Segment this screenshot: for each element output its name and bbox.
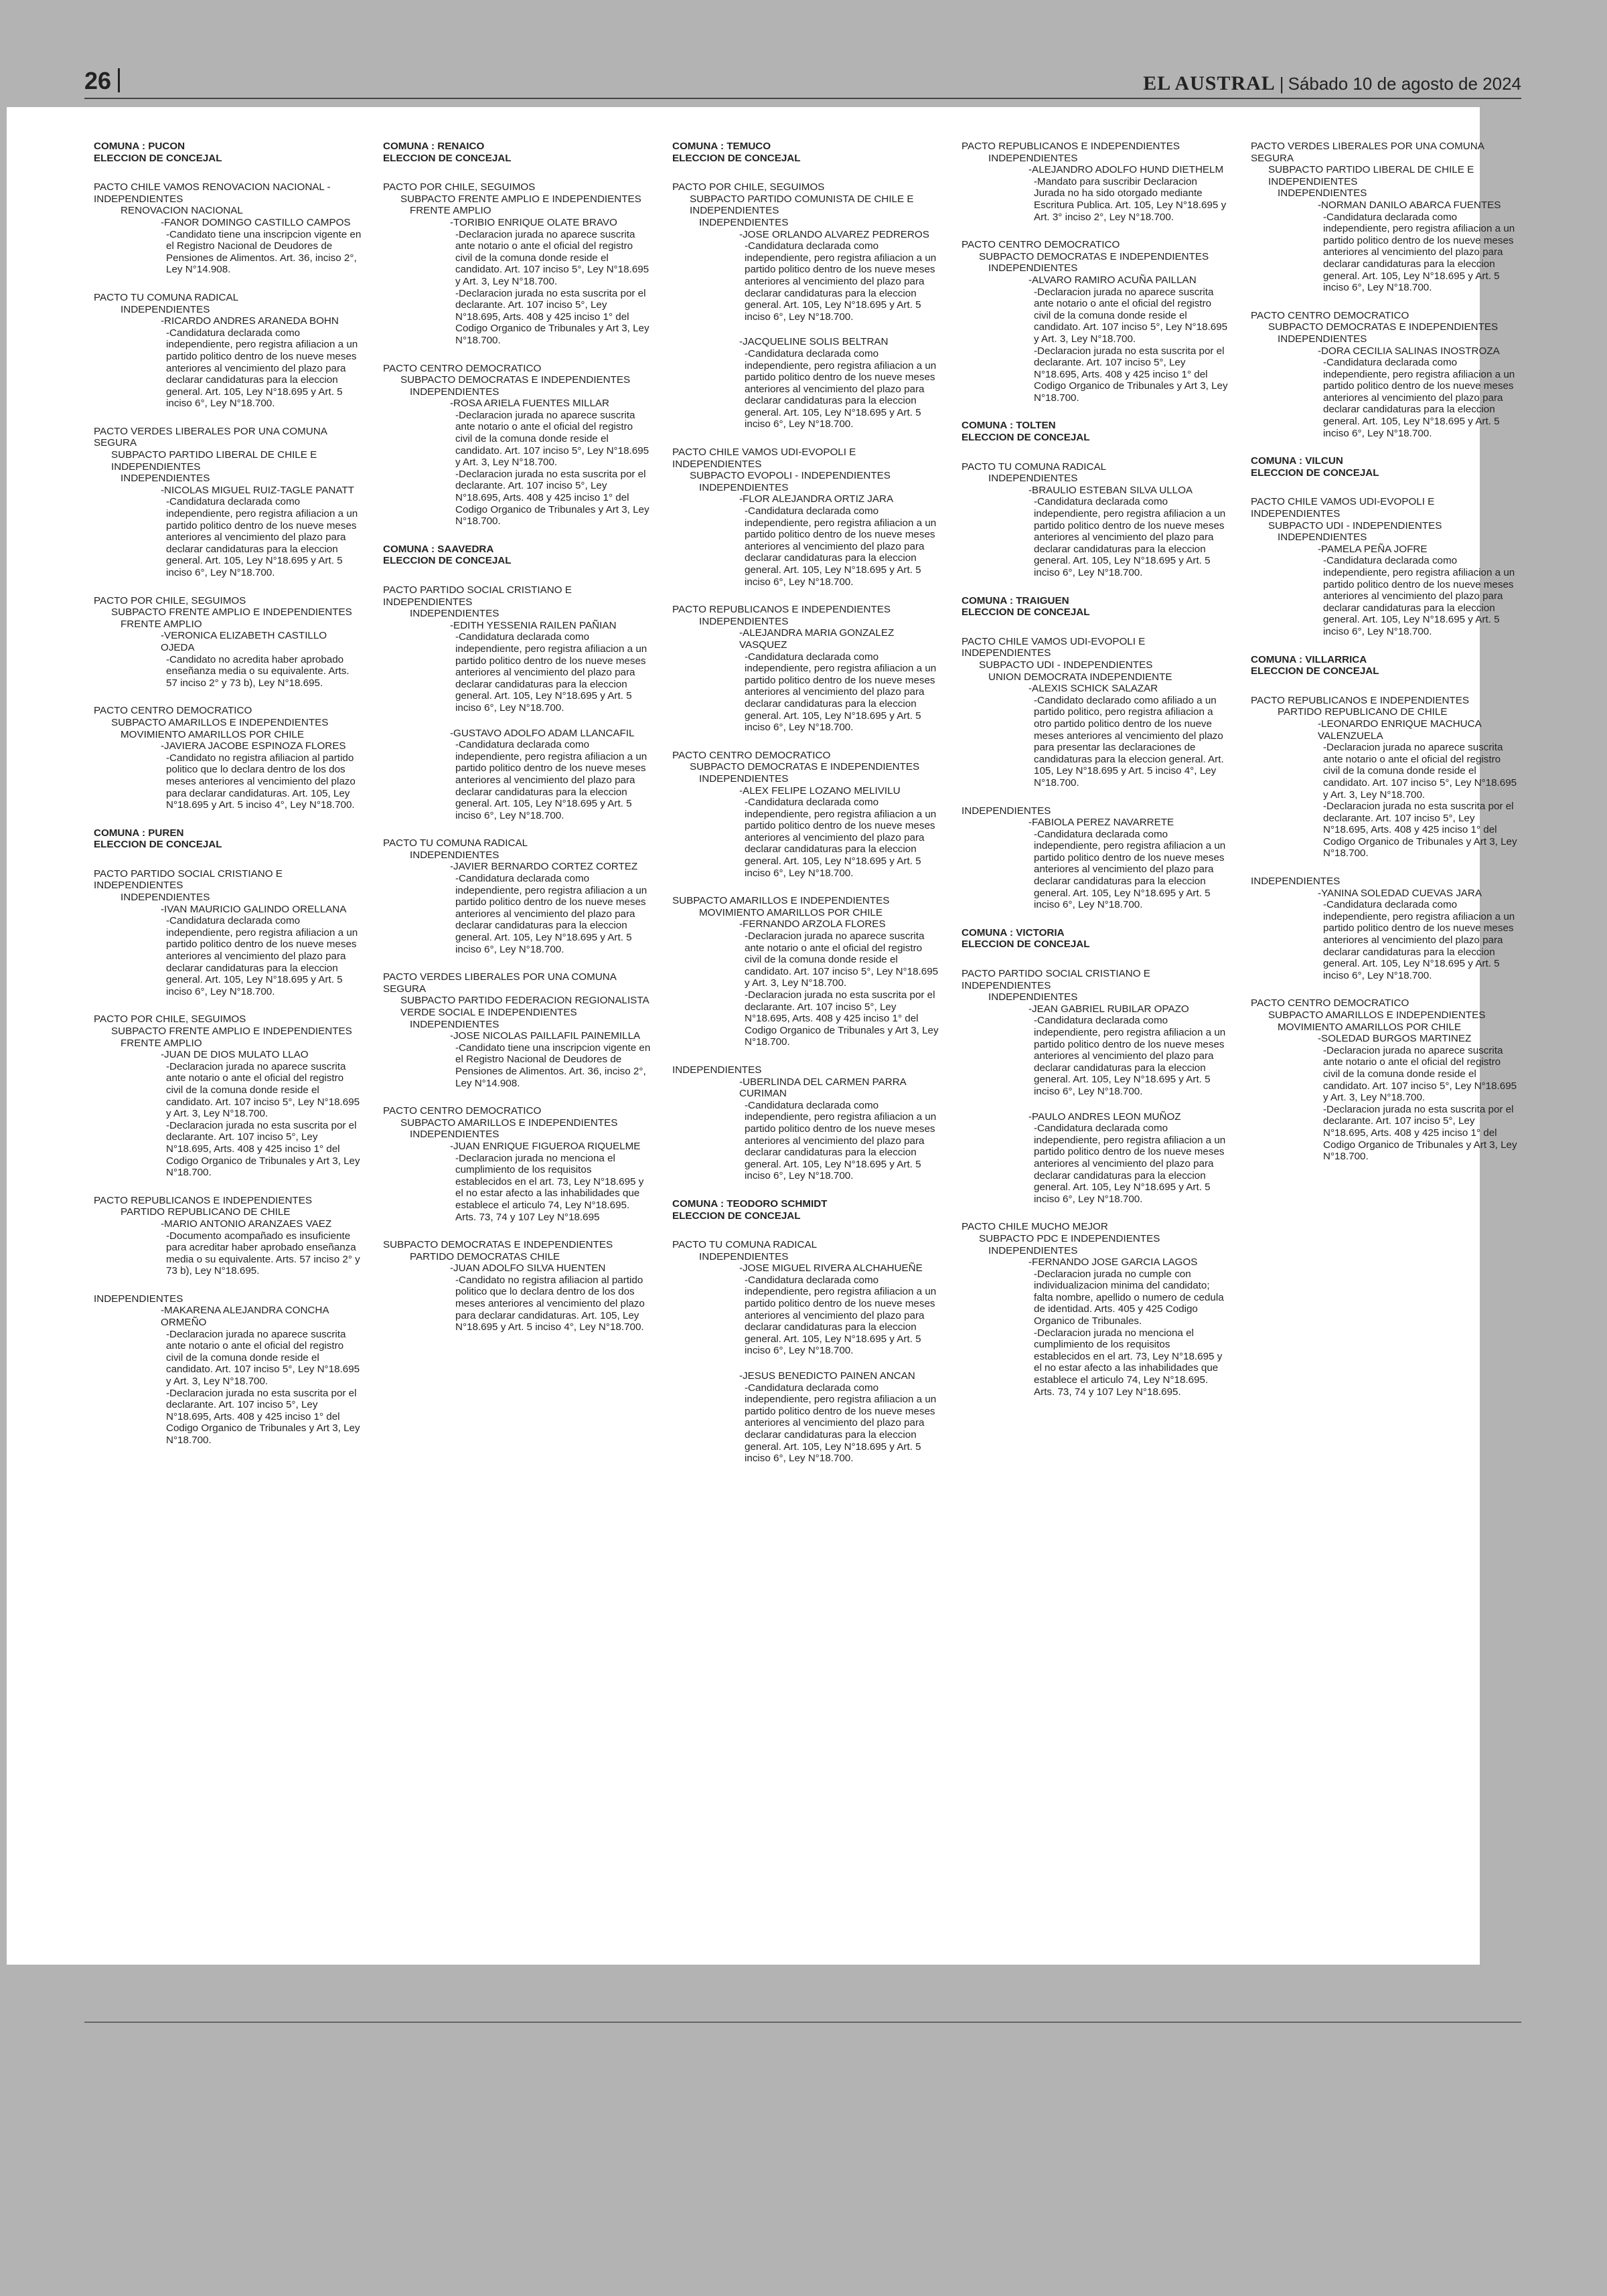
candidate-name: -JUAN DE DIOS MULATO LLAO [161,1049,309,1061]
subpacto-name: SUBPACTO PDC E INDEPENDIENTES [979,1232,1160,1244]
pacto-name: PACTO CHILE VAMOS RENOVACION NACIONAL -INDEPENDIENTES [94,181,331,205]
observation-text: -Declaracion jurada no aparece suscrita ante notario o ante el oficial del registro civil de la comuna donde reside el candidato. Art. 107 inciso 5°, Ley N°18.695 y Art. 3, Ley N°18.700. [1034,286,1228,345]
candidate-name: -PAULO ANDRES LEON MUÑOZ [1028,1111,1181,1123]
pacto-block [94,1013,362,1178]
observation-text: -Declaracion jurada no esta suscrita por el declarante. Art. 107 inciso 5°, Ley N°18.695, Arts. 408 y 425 inciso 1° del Codigo Organico de Tribunales y Art 3, Ley N°18.700. [455,468,649,527]
observation-text: -Candidatura declarada como independiente, pero registra afiliacion a un partido politico dentro de los nueve meses anteriores al vencimiento del plazo para declarar candidaturas para la eleccion general. Art. 105, Ley N°18.695 y Art. 5 inciso 6°, Ley N°18.700. [745,240,937,323]
pacto-name: PACTO POR CHILE, SEGUIMOS [94,594,246,606]
pacto-block [962,636,1229,789]
page-number: 26 [84,67,112,94]
pacto-name: PACTO POR CHILE, SEGUIMOS [94,1013,246,1026]
candidate-name: -ROSA ARIELA FUENTES MILLAR [450,398,610,410]
observation-text: -Documento acompañado es insuficiente para acreditar haber aprobado enseñanza media o su equivalente. Arts. 57 inciso 2° y 73 b), Ley N°18.695. [166,1230,360,1277]
subpacto-name: INDEPENDIENTES [988,991,1078,1003]
subpacto-name: MOVIMIENTO AMARILLOS POR CHILE [1278,1021,1461,1033]
candidate-name: -NICOLAS MIGUEL RUIZ-TAGLE PANATT [161,484,354,496]
observation-text: -Candidato tiene una inscripcion vigente en el Registro Nacional de Deudores de Pensiones de Alimentos. Art. 36, inciso 2°, Ley N°14.908. [166,228,362,276]
candidate-name: -JAVIERA JACOBE ESPINOZA FLORES [161,740,346,752]
candidate-name: -EDITH YESSENIA RAILEN PAÑIAN [450,619,617,631]
pacto-block [383,837,651,955]
candidate-name: -IVAN MAURICIO GALINDO ORELLANA [161,903,347,915]
observation-text: -Declaracion jurada no esta suscrita por el declarante. Art. 107 inciso 5°, Ley N°18.695, Arts. 408 y 425 inciso 1° del Codigo Organico de Tribunales y Art 3, Ley N°18.700. [166,1119,360,1179]
pacto-block [383,181,651,346]
pacto-name: SUBPACTO AMARILLOS E INDEPENDIENTES [672,895,890,907]
pacto-block [672,895,940,1048]
comuna-section [962,927,1229,1398]
pacto-block [94,595,362,689]
pacto-block [962,141,1229,223]
candidate-name: -JEAN GABRIEL RUBILAR OPAZO [1028,1003,1189,1015]
observation-text: -Declaracion jurada no aparece suscrita ante notario o ante el oficial del registro civil de la comuna donde reside el candidato. Art. 107 inciso 5°, Ley N°18.695 y Art. 3, Ley N°18.700. [166,1060,360,1120]
observation-text: -Candidatura declarada como independiente, pero registra afiliacion a un partido politico dentro de los nueve meses anteriores al vencimiento del plazo para declarar candidaturas para la eleccion general. Art. 105, Ley N°18.695 y Art. 5 inciso 6°, Ley N°18.700. [745,1274,937,1357]
election-heading: ELECCION DE CONCEJAL [94,152,222,164]
pacto-name: PACTO TU COMUNA RADICAL [94,291,239,303]
pacto-block [383,1239,651,1333]
subpacto-name: SUBPACTO EVOPOLI - INDEPENDIENTES [690,470,891,482]
observation-text: -Candidatura declarada como independiente, pero registra afiliacion a un partido politico dentro de los nueve meses anteriores al vencimiento del plazo para declarar candidaturas para la eleccion general. Art. 105, Ley N°18.695 y Art. 5 inciso 6°, Ley N°18.700. [1034,1015,1226,1097]
comuna-heading: COMUNA : SAAVEDRA [383,543,494,555]
comuna-section [94,141,362,811]
comuna-heading: COMUNA : VILCUN [1251,455,1343,467]
candidate-spacer [962,1098,1229,1111]
candidate-name: -JACQUELINE SOLIS BELTRAN [739,336,889,348]
pacto-name: PACTO CENTRO DEMOCRATICO [1251,997,1409,1009]
pacto-name: PACTO CHILE MUCHO MEJOR [962,1221,1108,1233]
observation-text: -Candidatura declarada como independiente, pero registra afiliacion a un partido politico dentro de los nueve meses anteriores al vencimiento del plazo para declarar candidaturas para la eleccion general. Art. 105, Ley N°18.695 y Art. 5 inciso 6°, Ley N°18.700. [745,347,937,430]
subpacto-name: SUBPACTO UDI - INDEPENDIENTES [1268,519,1442,531]
observation-text: -Candidatura declarada como independiente, pero registra afiliacion a un partido politico dentro de los nueve meses anteriores al vencimiento del plazo para declarar candidaturas para la eleccion general. Art. 105, Ley N°18.695 y Art. 5 inciso 6°, Ley N°18.700. [455,873,647,955]
pacto-block [94,705,362,811]
pacto-name: PACTO POR CHILE, SEGUIMOS [383,181,536,193]
observation-text: -Declaracion jurada no esta suscrita por el declarante. Art. 107 inciso 5°, Ley N°18.695, Arts. 408 y 425 inciso 1° del Codigo Organico de Tribunales y Art 3, Ley N°18.700. [1323,1103,1517,1163]
subpacto-name: MOVIMIENTO AMARILLOS POR CHILE [699,906,883,918]
pacto-name: PACTO TU COMUNA RADICAL [962,461,1107,473]
subpacto-name: INDEPENDIENTES [699,772,789,785]
candidate-name: -UBERLINDA DEL CARMEN PARRA CURIMAN [739,1076,906,1100]
subpacto-name: FRENTE AMPLIO [410,205,491,217]
candidate-name: -MAKARENA ALEJANDRA CONCHA ORMEÑO [161,1305,329,1329]
observation-text: -Candidato tiene una inscripcion vigente en el Registro Nacional de Deudores de Pensiones de Alimentos. Art. 36, inciso 2°, Ley N°14.908. [455,1042,651,1089]
pacto-name: SUBPACTO DEMOCRATAS E INDEPENDIENTES [383,1239,613,1251]
observation-text: -Declaracion jurada no aparece suscrita ante notario o ante el oficial del registro civil de la comuna donde reside el candidato. Art. 107 inciso 5°, Ley N°18.695 y Art. 3, Ley N°18.700. [455,228,649,287]
subpacto-name: INDEPENDIENTES [1278,187,1367,199]
pacto-name: PACTO REPUBLICANOS E INDEPENDIENTES [1251,694,1470,706]
subpacto-name: RENOVACION NACIONAL [121,205,243,217]
candidate-name: -YANINA SOLEDAD CUEVAS JARA [1318,887,1482,899]
candidate-name: -ALEJANDRA MARIA GONZALEZ VASQUEZ [739,627,895,651]
subpacto-name: PARTIDO REPUBLICANO DE CHILE [1278,706,1448,718]
comuna-heading: COMUNA : TEMUCO [672,141,771,152]
observation-text: -Declaracion jurada no aparece suscrita ante notario o ante el oficial del registro civil de la comuna donde reside el candidato. Art. 107 inciso 5°, Ley N°18.695 y Art. 3, Ley N°18.700. [745,930,939,989]
pacto-block [672,181,940,430]
pacto-block [1251,310,1519,440]
observation-text: -Candidatura declarada como independiente, pero registra afiliacion a un partido politico dentro de los nueve meses anteriores al vencimiento del plazo para declarar candidaturas para la eleccion general. Art. 105, Ley N°18.695 y Art. 5 inciso 6°, Ley N°18.700. [745,1382,937,1465]
subpacto-name: MOVIMIENTO AMARILLOS POR CHILE [121,728,304,740]
subpacto-name: SUBPACTO AMARILLOS E INDEPENDIENTES [111,716,329,728]
comuna-heading: COMUNA : TOLTEN [962,420,1056,432]
comuna-section [383,544,651,1333]
comuna-section [672,141,940,1182]
subpacto-name: INDEPENDIENTES [699,615,789,627]
observation-text: -Declaracion jurada no cumple con individualizacion minima del candidato; falta nombre, apellido o numero de cedula de identidad. Arts. 405 y 425 Codigo Organico de Tribunales. [1034,1268,1224,1327]
observation-text: -Candidatura declarada como independiente, pero registra afiliacion a un partido politico dentro de los nueve meses anteriores al vencimiento del plazo para declarar candidaturas para la eleccion general. Art. 105, Ley N°18.695 y Art. 5 inciso 6°, Ley N°18.700. [745,505,937,588]
candidate-name: -LEONARDO ENRIQUE MACHUCA VALENZUELA [1318,718,1481,742]
pacto-name: INDEPENDIENTES [672,1064,762,1076]
subpacto-name: INDEPENDIENTES [1278,333,1367,345]
subpacto-name: INDEPENDIENTES [410,386,500,398]
subpacto-name: INDEPENDIENTES [410,1018,500,1030]
newspaper-page [7,107,1517,1965]
subpacto-name: INDEPENDIENTES [699,1250,789,1262]
comuna-section [962,420,1229,578]
pacto-block [962,1221,1229,1398]
pacto-block [383,584,651,821]
election-heading: ELECCION DE CONCEJAL [962,606,1090,619]
pacto-block [94,292,362,410]
observation-text: -Candidatura declarada como independiente, pero registra afiliacion a un partido politico dentro de los nueve meses anteriores al vencimiento del plazo para declarar candidaturas para la eleccion general. Art. 105, Ley N°18.695 y Art. 5 inciso 6°, Ley N°18.700. [166,327,358,410]
observation-text: -Candidato no acredita haber aprobado enseñanza media o su equivalente. Arts. 57 inciso 2° y 73 b), Ley N°18.695. [166,653,350,689]
subpacto-name: INDEPENDIENTES [1278,531,1367,544]
candidate-spacer [672,1357,940,1370]
comuna-heading: COMUNA : VILLARRICA [1251,653,1367,665]
comuna-section [1251,141,1519,439]
pacto-name: PACTO TU COMUNA RADICAL [672,1239,818,1251]
column-2 [383,141,651,1349]
observation-text: -Candidatura declarada como independiente, pero registra afiliacion a un partido politico dentro de los nueve meses anteriores al vencimiento del plazo para declarar candidaturas para la eleccion general. Art. 105, Ley N°18.695 y Art. 5 inciso 6°, Ley N°18.700. [1034,496,1226,578]
masthead-separator: | [1279,74,1284,94]
subpacto-name: INDEPENDIENTES [699,216,789,228]
observation-text: -Candidatura declarada como independiente, pero registra afiliacion a un partido politico dentro de los nueve meses anteriores al vencimiento del plazo para declarar candidaturas para la eleccion general. Art. 105, Ley N°18.695 y Art. 5 inciso 6°, Ley N°18.700. [455,631,647,714]
pacto-block [94,868,362,998]
candidate-name: -ALEX FELIPE LOZANO MELIVILU [739,785,901,797]
column-4 [962,141,1229,1414]
pacto-name: PACTO CENTRO DEMOCRATICO [962,239,1120,251]
column-5 [1251,141,1519,1179]
election-heading: ELECCION DE CONCEJAL [383,152,512,164]
candidate-spacer [383,714,651,728]
pacto-block [672,604,940,734]
election-heading: ELECCION DE CONCEJAL [962,938,1090,951]
pacto-name: PACTO CHILE VAMOS UDI-EVOPOLI E INDEPENDIENTES [1251,496,1435,520]
pacto-name: PACTO PARTIDO SOCIAL CRISTIANO E INDEPENDIENTES [383,584,572,608]
observation-text: -Mandato para suscribir Declaracion Jurada no ha sido otorgado mediante Escritura Publica. Art. 105, Ley N°18.695 y Art. 3° inciso 2°, Ley N°18.700. [1034,175,1227,223]
pacto-block [1251,876,1519,981]
comuna-section [1251,455,1519,637]
subpacto-name: INDEPENDIENTES [121,473,210,485]
subpacto-name: SUBPACTO FRENTE AMPLIO E INDEPENDIENTES [111,606,352,619]
comuna-section [672,1198,940,1465]
subpacto-name: PARTIDO DEMOCRATAS CHILE [410,1250,560,1262]
observation-text: -Candidatura declarada como independiente, pero registra afiliacion a un partido politico dentro de los nueve meses anteriores al vencimiento del plazo para declarar candidaturas para la eleccion general. Art. 105, Ley N°18.695 y Art. 5 inciso 6°, Ley N°18.700. [745,651,937,734]
pacto-block [383,1105,651,1223]
observation-text: -Candidatura declarada como independiente, pero registra afiliacion a un partido politico dentro de los nueve meses anteriores al vencimiento del plazo para declarar candidaturas para la eleccion general. Art. 105, Ley N°18.695 y Art. 5 inciso 6°, Ley N°18.700. [166,496,358,578]
subpacto-name: SUBPACTO PARTIDO FEDERACION REGIONALISTA VERDE SOCIAL E INDEPENDIENTES [400,995,649,1018]
pacto-block [962,461,1229,579]
observation-text: -Declaracion jurada no aparece suscrita ante notario o ante el oficial del registro civil de la comuna donde reside el candidato. Art. 107 inciso 5°, Ley N°18.695 y Art. 3, Ley N°18.700. [455,409,649,469]
subpacto-name: INDEPENDIENTES [410,1129,500,1141]
observation-text: -Candidatura declarada como independiente, pero registra afiliacion a un partido politico dentro de los nueve meses anteriores al vencimiento del plazo para declarar candidaturas para la eleccion general. Art. 105, Ley N°18.695 y Art. 5 inciso 6°, Ley N°18.700. [455,739,647,821]
pacto-block [383,363,651,527]
candidate-name: -JUAN ADOLFO SILVA HUENTEN [450,1262,606,1275]
candidate-name: -ALEJANDRO ADOLFO HUND DIETHELM [1028,164,1224,176]
observation-text: -Candidato declarado como afiliado a un partido politico, pero registra afiliacion a otro partido politico dentro de los nueve meses anteriores al vencimiento del plazo para presentar las declaraciones de candidaturas para la eleccion general. Art. 105, Ley N°18.695 y Art. 5 inciso 4°, Ley N°18.700. [1034,694,1224,789]
pacto-name: PACTO VERDES LIBERALES POR UNA COMUNA SEGURA [94,425,327,449]
subpacto-name: SUBPACTO AMARILLOS E INDEPENDIENTES [400,1117,618,1129]
candidate-name: -JOSE NICOLAS PAILLAFIL PAINEMILLA [450,1030,641,1042]
subpacto-name: INDEPENDIENTES [988,152,1078,164]
comuna-heading: COMUNA : PUCON [94,141,185,152]
comuna-section [383,141,651,527]
subpacto-name: SUBPACTO FRENTE AMPLIO E INDEPENDIENTES [111,1026,352,1037]
comuna-section [1251,654,1519,1163]
observation-text: -Declaracion jurada no aparece suscrita ante notario o ante el oficial del registro civil de la comuna donde reside el candidato. Art. 107 inciso 5°, Ley N°18.695 y Art. 3, Ley N°18.700. [166,1328,360,1388]
pacto-block [94,1195,362,1277]
pacto-name: PACTO CENTRO DEMOCRATICO [94,705,252,717]
pacto-block [1251,695,1519,859]
subpacto-name: INDEPENDIENTES [988,473,1078,485]
subpacto-name: FRENTE AMPLIO [121,1037,202,1049]
subpacto-name: SUBPACTO PARTIDO LIBERAL DE CHILE E INDEPENDIENTES [1268,164,1474,187]
election-heading: ELECCION DE CONCEJAL [1251,467,1379,479]
candidate-name: -RICARDO ANDRES ARANEDA BOHN [161,315,339,327]
observation-text: -Candidatura declarada como independiente, pero registra afiliacion a un partido politico dentro de los nueve meses anteriores al vencimiento del plazo para declarar candidaturas para la eleccion general. Art. 105, Ley N°18.695 y Art. 5 inciso 6°, Ley N°18.700. [745,1099,937,1182]
observation-text: -Candidatura declarada como independiente, pero registra afiliacion a un partido politico dentro de los nueve meses anteriores al vencimiento del plazo para declarar candidaturas para la eleccion general. Art. 105, Ley N°18.695 y Art. 5 inciso 6°, Ley N°18.700. [1323,899,1515,981]
header-rule [84,98,1521,99]
subpacto-name: SUBPACTO UDI - INDEPENDIENTES [979,659,1153,671]
observation-text: -Declaracion jurada no esta suscrita por el declarante. Art. 107 inciso 5°, Ley N°18.695, Arts. 408 y 425 inciso 1° del Codigo Organico de Tribunales y Art 3, Ley N°18.700. [745,989,939,1048]
pacto-name: PACTO CENTRO DEMOCRATICO [383,362,542,374]
comuna-section [962,595,1229,911]
observation-text: -Candidatura declarada como independiente, pero registra afiliacion a un partido politico dentro de los nueve meses anteriores al vencimiento del plazo para declarar candidaturas para la eleccion general. Art. 105, Ley N°18.695 y Art. 5 inciso 6°, Ley N°18.700. [1323,211,1515,294]
observation-text: -Candidatura declarada como independiente, pero registra afiliacion a un partido politico dentro de los nueve meses anteriores al vencimiento del plazo para declarar candidaturas para la eleccion general. Art. 105, Ley N°18.695 y Art. 5 inciso 6°, Ley N°18.700. [745,797,937,879]
pacto-block [383,971,651,1089]
subpacto-name: SUBPACTO AMARILLOS E INDEPENDIENTES [1268,1009,1486,1021]
subpacto-name: SUBPACTO FRENTE AMPLIO E INDEPENDIENTES [400,193,641,205]
pacto-name: PACTO REPUBLICANOS E INDEPENDIENTES [94,1194,313,1206]
election-heading: ELECCION DE CONCEJAL [94,839,222,851]
pacto-block [672,1239,940,1465]
candidate-name: -FABIOLA PEREZ NAVARRETE [1028,817,1174,829]
subpacto-name: INDEPENDIENTES [988,262,1078,274]
observation-text: -Candidatura declarada como independiente, pero registra afiliacion a un partido politico dentro de los nueve meses anteriores al vencimiento del plazo para declarar candidaturas para la eleccion general. Art. 105, Ley N°18.695 y Art. 5 inciso 6°, Ley N°18.700. [1323,357,1515,439]
pacto-name: PACTO POR CHILE, SEGUIMOS [672,181,825,193]
candidate-name: -SOLEDAD BURGOS MARTINEZ [1318,1033,1472,1045]
page-number-divider [118,68,120,92]
candidate-name: -DORA CECILIA SALINAS INOSTROZA [1318,345,1500,357]
observation-text: -Candidato no registra afiliacion al partido politico que lo declara dentro de los dos meses anteriores al vencimiento del plazo para declarar candidaturas. Art. 105, Ley N°18.695 y Art. 5 inciso 4°, Ley N°18.700. [455,1274,645,1333]
pacto-name: PACTO REPUBLICANOS E INDEPENDIENTES [672,604,891,616]
observation-text: -Declaracion jurada no esta suscrita por el declarante. Art. 107 inciso 5°, Ley N°18.695, Arts. 408 y 425 inciso 1° del Codigo Organico de Tribunales y Art 3, Ley N°18.700. [1034,345,1228,404]
issue-date: Sábado 10 de agosto de 2024 [1288,74,1521,94]
candidate-name: -VERONICA ELIZABETH CASTILLO OJEDA [161,630,327,653]
subpacto-name: SUBPACTO DEMOCRATAS E INDEPENDIENTES [690,761,920,773]
pacto-name: PACTO VERDES LIBERALES POR UNA COMUNA SEGURA [1251,141,1484,164]
pacto-name: PACTO CHILE VAMOS UDI-EVOPOLI E INDEPENDIENTES [672,446,856,470]
subpacto-name: SUBPACTO DEMOCRATAS E INDEPENDIENTES [400,374,631,386]
pacto-block [962,239,1229,404]
comuna-heading: COMUNA : RENAICO [383,141,485,152]
pacto-block [1251,141,1519,294]
candidate-name: -JAVIER BERNARDO CORTEZ CORTEZ [450,861,638,873]
pacto-block [94,426,362,579]
pacto-block [962,968,1229,1205]
candidate-name: -GUSTAVO ADOLFO ADAM LLANCAFIL [450,727,635,739]
pacto-name: PACTO CENTRO DEMOCRATICO [383,1105,542,1117]
pacto-name: PACTO VERDES LIBERALES POR UNA COMUNA SEGURA [383,971,616,995]
candidate-name: -JUAN ENRIQUE FIGUEROA RIQUELME [450,1140,641,1152]
subpacto-name: FRENTE AMPLIO [121,618,202,630]
observation-text: -Declaracion jurada no esta suscrita por el declarante. Art. 107 inciso 5°, Ley N°18.695, Arts. 408 y 425 inciso 1° del Codigo Organico de Tribunales y Art 3, Ley N°18.700. [1323,801,1517,859]
pacto-block [962,805,1229,911]
subpacto-name: PARTIDO REPUBLICANO DE CHILE [121,1206,291,1218]
candidate-name: -JOSE MIGUEL RIVERA ALCHAHUEÑE [739,1262,923,1275]
candidate-name: -FLOR ALEJANDRA ORTIZ JARA [739,493,894,505]
candidate-spacer [672,323,940,336]
pacto-name: PACTO PARTIDO SOCIAL CRISTIANO E INDEPENDIENTES [962,968,1150,991]
observation-text: -Declaracion jurada no menciona el cumplimiento de los requisitos establecidos en el art. 73, Ley N°18.695 y el no estar afecto a las inhabilidades que establece el articulo 74, Ley N°18.695. Arts. 73, 74 y 107 Ley N°18.695. [1034,1327,1223,1398]
observation-text: -Candidatura declarada como independiente, pero registra afiliacion a un partido politico dentro de los nueve meses anteriores al vencimiento del plazo para declarar candidaturas para la eleccion general. Art. 105, Ley N°18.695 y Art. 5 inciso 6°, Ley N°18.700. [1034,1123,1226,1205]
column-1 [94,141,362,1463]
observation-text: -Declaracion jurada no aparece suscrita ante notario o ante el oficial del registro civil de la comuna donde reside el candidato. Art. 107 inciso 5°, Ley N°18.695 y Art. 3, Ley N°18.700. [1323,1044,1517,1104]
election-heading: ELECCION DE CONCEJAL [383,555,512,567]
subpacto-name: UNION DEMOCRATA INDEPENDIENTE [988,671,1172,683]
pacto-name: PACTO REPUBLICANOS E INDEPENDIENTES [962,141,1180,152]
subpacto-name: SUBPACTO DEMOCRATAS E INDEPENDIENTES [979,250,1209,262]
pacto-block [94,181,362,276]
comuna-section [962,141,1229,404]
pacto-name: INDEPENDIENTES [962,805,1051,817]
pacto-block [1251,997,1519,1162]
observation-text: -Declaracion jurada no menciona el cumplimiento de los requisitos establecidos en el art. 73, Ley N°18.695 y el no estar afecto a las inhabilidades que establece el articulo 74, Ley N°18.695. Arts. 73, 74 y 107 Ley N°18.695 [455,1152,644,1223]
pacto-name: INDEPENDIENTES [94,1293,183,1305]
observation-text: -Candidatura declarada como independiente, pero registra afiliacion a un partido politico dentro de los nueve meses anteriores al vencimiento del plazo para declarar candidaturas para la eleccion general. Art. 105, Ley N°18.695 y Art. 5 inciso 6°, Ley N°18.700. [166,915,358,997]
subpacto-name: SUBPACTO DEMOCRATAS E INDEPENDIENTES [1268,321,1499,333]
candidate-name: -MARIO ANTONIO ARANZAES VAEZ [161,1218,332,1230]
election-heading: ELECCION DE CONCEJAL [672,152,801,164]
observation-text: -Candidatura declarada como independiente, pero registra afiliacion a un partido politico dentro de los nueve meses anteriores al vencimiento del plazo para declarar candidaturas para la eleccion general. Art. 105, Ley N°18.695 y Art. 5 inciso 6°, Ley N°18.700. [1034,828,1226,911]
pacto-name: PACTO PARTIDO SOCIAL CRISTIANO E INDEPENDIENTES [94,868,283,892]
comuna-heading: COMUNA : VICTORIA [962,926,1065,938]
newspaper-brand: EL AUSTRAL [1143,72,1276,94]
column-3 [672,141,940,1481]
observation-text: -Declaracion jurada no esta suscrita por el declarante. Art. 107 inciso 5°, Ley N°18.695, Arts. 408 y 425 inciso 1° del Codigo Organico de Tribunales y Art 3, Ley N°18.700. [455,287,649,346]
candidate-name: -FERNANDO ARZOLA FLORES [739,918,886,930]
masthead [1143,72,1521,95]
pacto-name: PACTO CENTRO DEMOCRATICO [672,749,831,761]
observation-text: -Candidatura declarada como independiente, pero registra afiliacion a un partido politico dentro de los nueve meses anteriores al vencimiento del plazo para declarar candidaturas para la eleccion general. Art. 105, Ley N°18.695 y Art. 5 inciso 6°, Ley N°18.700. [1323,555,1515,637]
candidate-name: -BRAULIO ESTEBAN SILVA ULLOA [1028,484,1193,496]
observation-text: -Candidato no registra afiliacion al partido politico que lo declara dentro de los dos meses anteriores al vencimiento del plazo para declarar candidaturas. Art. 105, Ley N°18.695 y Art. 5 inciso 4°, Ley N°18.700. [166,752,356,811]
pacto-name: INDEPENDIENTES [1251,876,1341,888]
pacto-block [672,1064,940,1182]
pacto-block [672,446,940,588]
pacto-name: PACTO TU COMUNA RADICAL [383,837,528,849]
election-heading: ELECCION DE CONCEJAL [672,1210,801,1222]
pacto-block [672,750,940,880]
subpacto-name: INDEPENDIENTES [121,892,210,904]
comuna-heading: COMUNA : TRAIGUEN [962,594,1069,606]
candidate-name: -NORMAN DANILO ABARCA FUENTES [1318,199,1501,211]
observation-text: -Declaracion jurada no esta suscrita por el declarante. Art. 107 inciso 5°, Ley N°18.695, Arts. 408 y 425 inciso 1° del Codigo Organico de Tribunales y Art 3, Ley N°18.700. [166,1387,360,1446]
subpacto-name: SUBPACTO PARTIDO COMUNISTA DE CHILE E INDEPENDIENTES [690,193,914,217]
subpacto-name: INDEPENDIENTES [699,481,789,493]
candidate-name: -TORIBIO ENRIQUE OLATE BRAVO [450,216,617,228]
subpacto-name: INDEPENDIENTES [988,1244,1078,1256]
subpacto-name: SUBPACTO PARTIDO LIBERAL DE CHILE E INDEPENDIENTES [111,449,317,473]
candidate-name: -ALVARO RAMIRO ACUÑA PAILLAN [1028,274,1197,286]
pacto-block [94,1293,362,1447]
candidate-name: -PAMELA PEÑA JOFRE [1318,543,1428,555]
bottom-rule [84,2022,1521,2023]
subpacto-name: INDEPENDIENTES [121,303,210,315]
candidate-name: -JOSE ORLANDO ALVAREZ PEDREROS [739,228,929,240]
comuna-section [94,827,362,1447]
election-heading: ELECCION DE CONCEJAL [962,432,1090,444]
pacto-block [1251,496,1519,637]
pacto-name: PACTO CENTRO DEMOCRATICO [1251,309,1409,321]
candidate-name: -FANOR DOMINGO CASTILLO CAMPOS [161,216,351,228]
comuna-heading: COMUNA : PUREN [94,827,184,839]
pacto-name: PACTO CHILE VAMOS UDI-EVOPOLI E INDEPENDIENTES [962,635,1146,659]
election-heading: ELECCION DE CONCEJAL [1251,665,1379,677]
observation-text: -Declaracion jurada no aparece suscrita ante notario o ante el oficial del registro civil de la comuna donde reside el candidato. Art. 107 inciso 5°, Ley N°18.695 y Art. 3, Ley N°18.700. [1323,742,1517,801]
subpacto-name: INDEPENDIENTES [410,608,500,620]
candidate-name: -JESUS BENEDICTO PAINEN ANCAN [739,1370,915,1382]
comuna-heading: COMUNA : TEODORO SCHMIDT [672,1198,828,1210]
candidate-name: -ALEXIS SCHICK SALAZAR [1028,683,1158,695]
subpacto-name: INDEPENDIENTES [410,849,500,861]
candidate-name: -FERNANDO JOSE GARCIA LAGOS [1028,1256,1198,1268]
page-header [0,0,1607,107]
